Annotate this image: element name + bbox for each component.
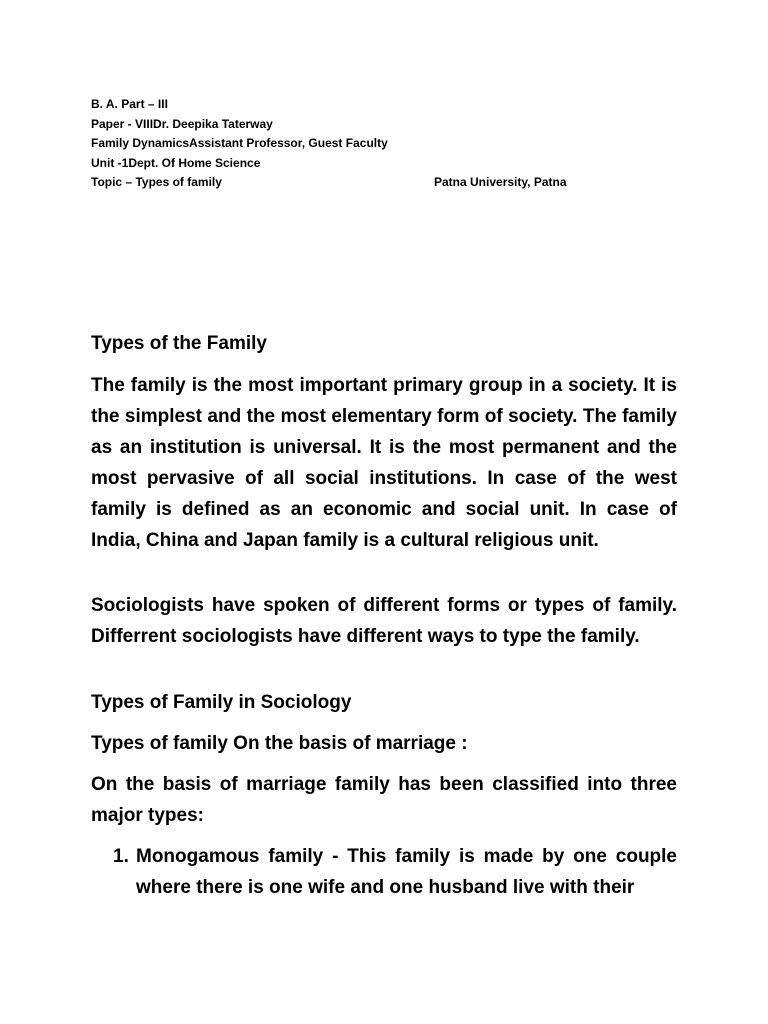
header-unit-text: Unit -1Dept. Of Home Science — [91, 155, 261, 170]
header-course-text: B. A. Part – III — [91, 97, 168, 111]
list-item-number: 1. — [113, 846, 129, 867]
header-line-course — [91, 95, 691, 115]
document-body — [91, 328, 677, 903]
header-line-paper — [91, 115, 691, 135]
heading-types-in-sociology: Types of Family in Sociology — [91, 692, 352, 713]
paragraph-intro: The family is the most important primary group in a society. It is the simplest and the most elementary form of society. The family as an institution is universal. It is the most permanent and the most pervasive of all social institutions. In case of the west family is defined as an economic and social unit. In case of India, China and Japan family is a cultural religious unit. — [91, 375, 677, 551]
header-line-unit — [91, 154, 691, 174]
header-university-text: Patna University, Patna — [434, 175, 567, 190]
header-line-topic — [91, 173, 691, 193]
header-paper-text: Paper - VIIIDr. Deepika Taterway — [91, 116, 273, 131]
list-item — [91, 841, 677, 903]
header-topic-text: Topic – Types of family — [91, 175, 222, 190]
paragraph-marriage-classification: On the basis of marriage family has been classified into three major types: — [91, 774, 677, 826]
heading-basis-of-marriage: Types of family On the basis of marriage : — [91, 733, 468, 754]
header-subject-text: Family DynamicsAssistant Professor, Guest Faculty — [91, 136, 388, 151]
paragraph-sociologists: Sociologists have spoken of different forms or types of family. Differrent sociologists have different ways to type the family. — [91, 595, 677, 647]
heading-types-of-family: Types of the Family — [91, 333, 267, 354]
header-line-subject — [91, 134, 691, 154]
family-types-list — [91, 841, 677, 903]
document-header — [91, 95, 691, 193]
list-item-text: Monogamous family - This family is made by one couple where there is one wife and one husband live with their — [136, 846, 677, 898]
